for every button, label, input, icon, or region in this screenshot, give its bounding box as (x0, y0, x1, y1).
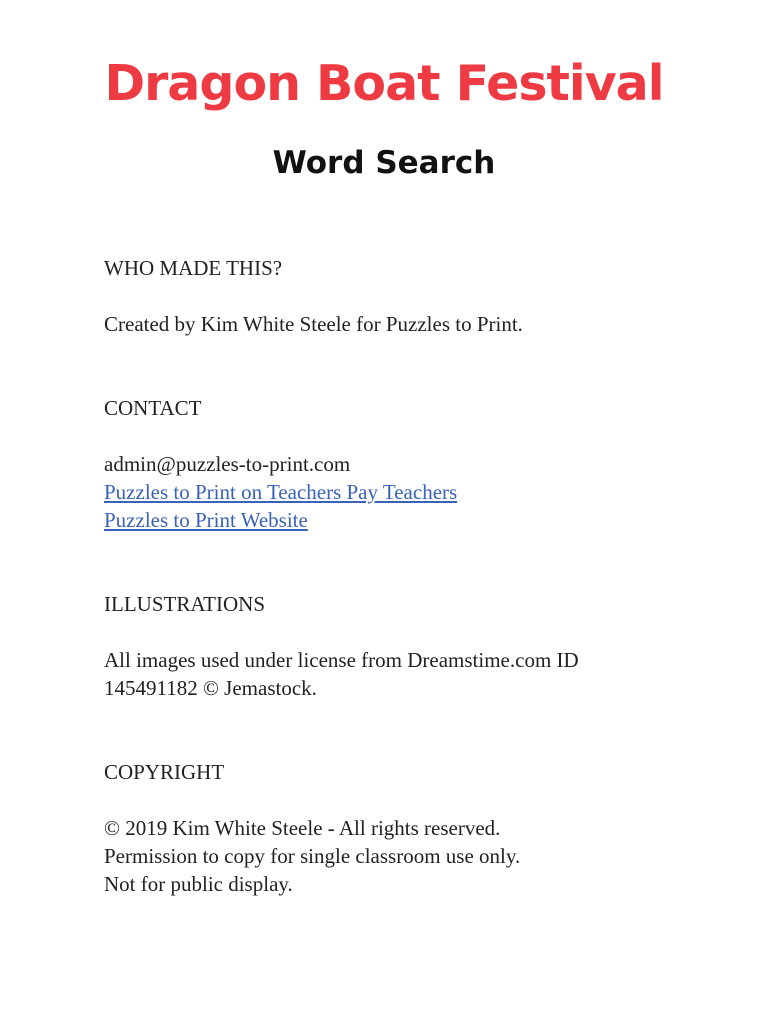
illustrations-line-1: All images used under license from Dreamstime.com ID (104, 648, 579, 672)
contact-email: admin@puzzles-to-print.com (104, 452, 351, 476)
copyright-line-2: Permission to copy for single classroom use only. (104, 844, 521, 868)
tpt-link[interactable]: Puzzles to Print on Teachers Pay Teachers (104, 480, 458, 504)
contact-heading: CONTACT (104, 396, 202, 420)
copyright-heading: COPYRIGHT (104, 760, 225, 784)
page-title: Dragon Boat Festival (104, 55, 664, 112)
copyright-line-3: Not for public display. (104, 872, 293, 896)
website-link[interactable]: Puzzles to Print Website (104, 508, 308, 532)
credits-content (104, 254, 704, 898)
who-text: Created by Kim White Steele for Puzzles to Print. (104, 312, 523, 336)
copyright-line-1: © 2019 Kim White Steele - All rights reserved. (104, 816, 501, 840)
illustrations-heading: ILLUSTRATIONS (104, 592, 265, 616)
who-heading: WHO MADE THIS? (104, 256, 283, 280)
page-subtitle: Word Search (272, 145, 496, 181)
illustrations-line-2: 145491182 © Jemastock. (104, 676, 317, 700)
